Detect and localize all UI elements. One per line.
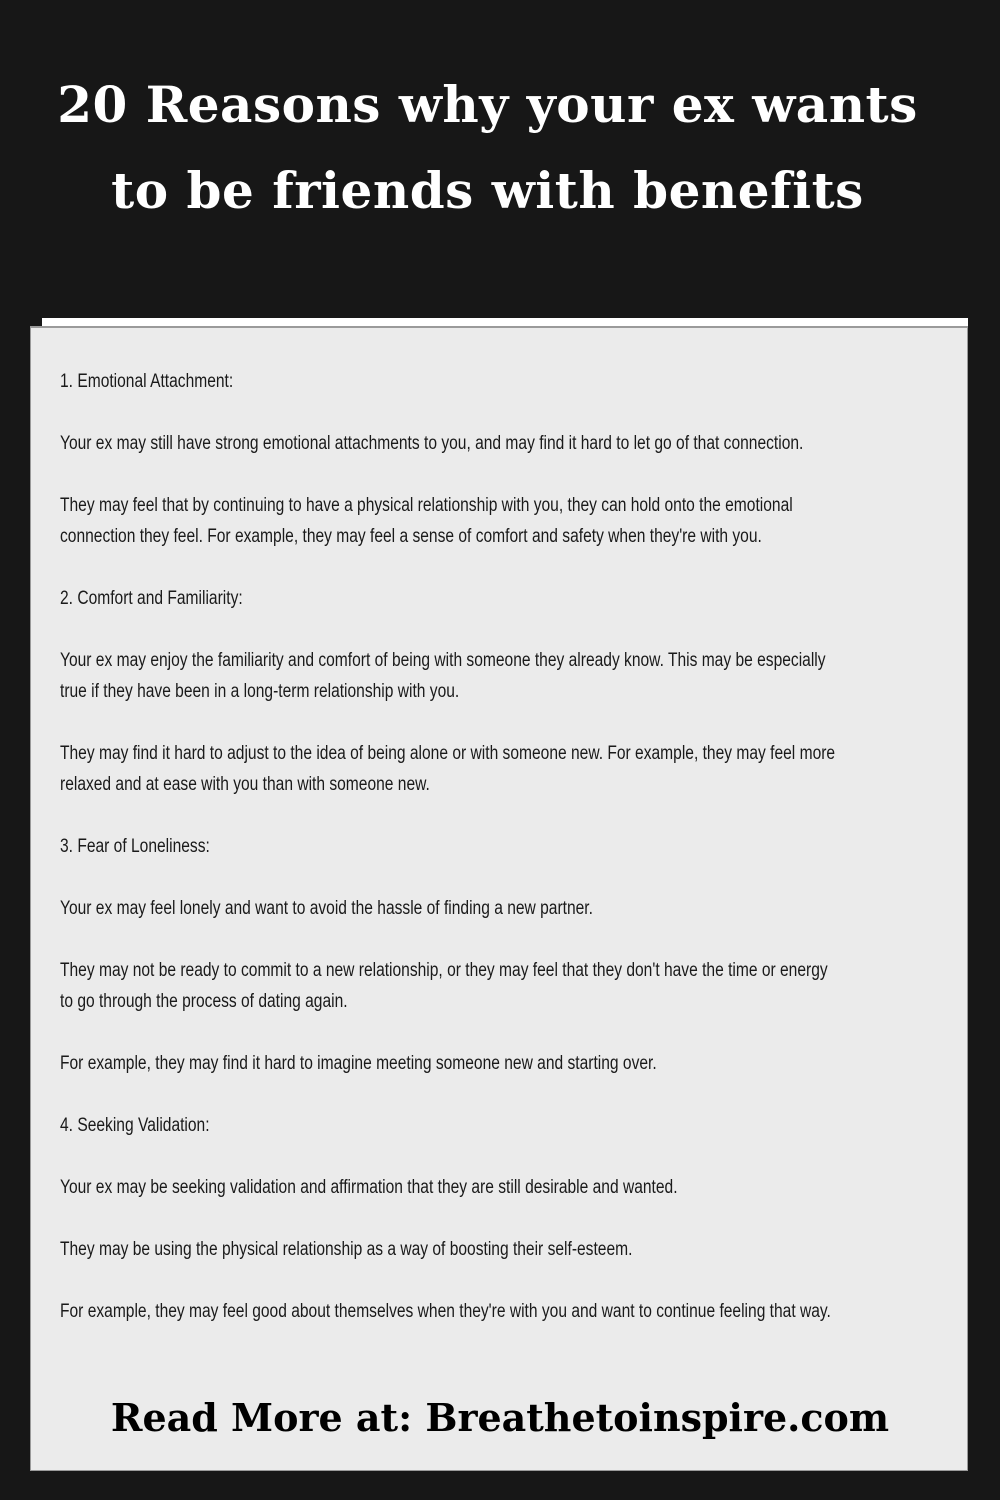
text-line: They may not be ready to commit to a new relationship, or they may feel that they don't have the time or energy <box>60 960 828 981</box>
page-title <box>0 62 975 234</box>
read-more-footer: Read More at: Breathetoinspire.com <box>110 1395 890 1440</box>
text-line: connection they feel. For example, they may feel a sense of comfort and safety when they're with you. <box>60 526 762 547</box>
article-content <box>60 366 913 1358</box>
paragraph <box>60 645 913 707</box>
text-line: For example, they may find it hard to imagine meeting someone new and starting over. <box>60 1053 657 1074</box>
paragraph <box>60 428 913 459</box>
text-line: Your ex may be seeking validation and affirmation that they are still desirable and wanted. <box>60 1177 678 1198</box>
paragraph <box>60 490 913 552</box>
title-line: 20 Reasons why your ex wants <box>57 75 918 134</box>
section-heading <box>60 583 913 614</box>
text-line: 2. Comfort and Familiarity: <box>60 588 243 609</box>
text-line: Your ex may enjoy the familiarity and comfort of being with someone they already know. This may be especially <box>60 650 826 671</box>
paragraph <box>60 955 913 1017</box>
text-line: 4. Seeking Validation: <box>60 1115 210 1136</box>
text-line: They may feel that by continuing to have a physical relationship with you, they can hold onto the emotional <box>60 495 793 516</box>
paragraph <box>60 1048 913 1079</box>
text-line: to go through the process of dating again. <box>60 991 348 1012</box>
text-line: true if they have been in a long-term relationship with you. <box>60 681 460 702</box>
text-line: 1. Emotional Attachment: <box>60 371 234 392</box>
section-heading <box>60 1110 913 1141</box>
section-heading <box>60 366 913 397</box>
text-line: They may find it hard to adjust to the idea of being alone or with someone new. For example, they may feel more <box>60 743 836 764</box>
paragraph <box>60 893 913 924</box>
title-line: to be friends with benefits <box>111 161 864 220</box>
text-line: 3. Fear of Loneliness: <box>60 836 210 857</box>
paragraph <box>60 1234 913 1265</box>
text-line: Your ex may still have strong emotional attachments to you, and may find it hard to let go of that connection. <box>60 433 804 454</box>
text-line: relaxed and at ease with you than with someone new. <box>60 774 430 795</box>
section-heading <box>60 831 913 862</box>
text-line: They may be using the physical relationship as a way of boosting their self-esteem. <box>60 1239 633 1260</box>
paragraph <box>60 1296 913 1327</box>
paragraph <box>60 738 913 800</box>
text-line: For example, they may feel good about themselves when they're with you and want to continue feeling that way. <box>60 1301 831 1322</box>
paragraph <box>60 1172 913 1203</box>
text-line: Your ex may feel lonely and want to avoid the hassle of finding a new partner. <box>60 898 593 919</box>
